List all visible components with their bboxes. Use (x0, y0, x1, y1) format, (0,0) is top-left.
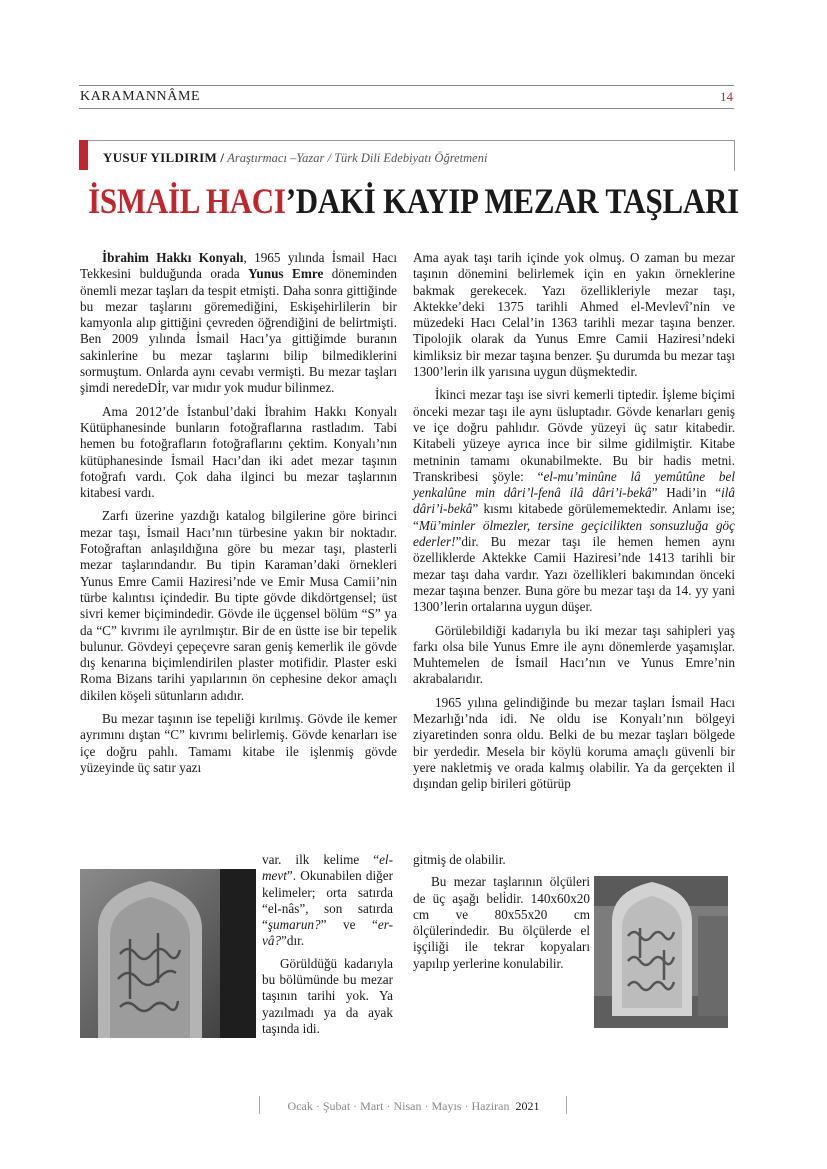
text: döneminden önemli mezar taşları da tespit etmişti. Daha sonra gittiğinde bu mezar taşlarını göremediğini, Eskişehirlilerin bir kamyonla alıp gittiğini çevreden öğrendiğini de belirtmişti. Ben 2009 yılında İsmail Hacı’ya gittiğimde buranın sakinlerine bu mezar taşlarını bilip bilmediklerini sormuştum. Onlarda aynı cevabı vermişti. Bu mezar taşları şimdi neredeDİr, var mıdır yok mudur bilinmez. (80, 266, 397, 396)
text: ” Hadi’in “ (651, 485, 722, 501)
text: ”dir. Bu mezar taşı ile hemen hemen aynı özelliklerde Aktekke Camii Haziresi’nde 1413 tarihli bir mezar taşı daha vardır. Yazı özellikleri bakımından önceki mezar taşına benzer. Buna göre bu mezar taşı da 14. yy yani 1300’lerin ortalarına uygun düşer. (413, 534, 735, 615)
bold-name: Yunus Emre (248, 266, 324, 282)
text: İkinci mezar taşı ise sivri kemerli tiptedir. İşleme biçimi önceki mezar taşı ile aynı üsluptadır. Gövde kenarları geniş ve içe doğru pahlıdır. Gövde yüzeyi üç satır kitabedir. Kitabeli yüzeye ayrıca ince bir silme gidilmiştir. Kitabe metninin tamamı okunabilmekte. Bu bir hadis metni. Transkribesi şöyle: “ (413, 387, 735, 484)
footer-year: 2021 (515, 1099, 540, 1113)
text: , 1965 yılında İsmail Hacı Tekkesini bulduğunda orada (80, 250, 397, 282)
paragraph: 1965 yılına gelindiğinde bu mezar taşları İsmail Hacı Mezarlığı’nda idi. Ne oldu ise Konyalı’nın bölgeyi ziyaretinden sonra oldu. Belki de bu mezar taşları bölgede bir yerdedir. Mesela bir köylü koruma amaçlı güvenli bir yere nakletmiş ve orada kalmış olabilir. Ya da gerçekten il dışından gelip birileri götürüp (413, 694, 735, 792)
gravestone-2-image (594, 876, 728, 1028)
paragraph: Ama 2012’de İstanbul’daki İbrahim Hakkı Konyalı Kütüphanesinde bunların fotoğraflarına rastladım. Tabi hemen bu fotoğrafların fotoğraflarını çektim. Konyalı’nın kütüphanesinde İsmail Hacı’dan iki adet mezar taşının fotoğrafı vardı. Çok daha ilginci bu mezar taşlarının kitabesi vardı. (80, 403, 397, 501)
title-red-part: İSMAİL HACI (88, 181, 286, 221)
author-separator: / (220, 150, 224, 165)
header-rule-top (79, 85, 734, 86)
wrap-text-left (262, 852, 393, 1043)
author-role: Araştırmacı –Yazar / Türk Dili Edebiyatı Öğretmeni (227, 151, 488, 165)
author-name: YUSUF YILDIRIM (103, 150, 218, 165)
text: ” kısmı kitabede görülememektedir. Anlamı ise; “ (413, 501, 735, 533)
footer-months: Ocak · Şubat · Mart · Nisan · Mayıs · Haziran (287, 1099, 510, 1113)
paragraph (262, 852, 393, 950)
italic-text: Mü’minler ölmezler, tersine geçicilikten sonsuzluğa göç ederler! (413, 517, 735, 550)
paragraph: Görülebildiği kadarıyla bu iki mezar taşı sahipleri yaş farkı olsa bile Yunus Emre ile aynı dönemlerde yaşamışlar. Muhtemelen de İsmail Hacı’nın ve Yunus Emre’nin akrabalarıdır. (413, 622, 735, 687)
article-title (58, 180, 769, 222)
gravestone-photo-2 (594, 876, 728, 1028)
footer (0, 1099, 827, 1114)
paragraph (80, 250, 397, 397)
header-rule-bottom (79, 108, 734, 109)
italic-text: ilâ dâri’i-bekâ (413, 485, 735, 517)
italic-text: er-vâ? (262, 917, 393, 949)
text: ”. Okunabilen diğer kelimeler; orta satırda “el-nâs”, son satırda “ (262, 868, 393, 933)
paragraph: Zarfı üzerine yazdığı katalog bilgilerine göre birinci mezar taşı, İsmail Hacı’nın türbesine yakın bir noktadır. Fotoğraftan anlaşıldığına göre bu mezar taşı, plasterli mezar taşlarındandır. Bu tipin Karaman’daki örnekleri Yunus Emre Camii Haziresi’nde ve Emir Musa Camii’nin türbe kalıntısı içindedir. Bu tipte gövde dikdörtgensel; üst sivri kemer biçimindedir. Gövde ile üçgensel bölüm “S” ya da “C” kıvrımı ile ayrılmıştır. Bir de en üstte ise bir tepelik bulunur. Gövdeyi çepeçevre saran geniş kemerlik ile gövde dış kenarına biçimlendirilen plaster motifidir. Plaster eski Roma Bizans tarihi yapılarının ön cephesine dekor amaçlı dikilen köşeli sütunların adıdır. (80, 508, 397, 703)
paragraph (413, 387, 735, 615)
page-number: 14 (720, 89, 733, 104)
paragraph: Görüldüğü kadarıyla bu bölümünde bu mezar taşının tarihi yok. Ya yazılmadı ya da ayak taşında idi. (262, 955, 393, 1036)
paragraph: Ama ayak taşı tarih içinde yok olmuş. O zaman bu mezar taşının dönemini belirlemek için en yakın örneklerine bakmak gerekecek. Yazı özellikleriyle mezar taşı, Aktekke’deki 1375 tarihli Ahmed el-Mevlevî’nin ve müzedeki Hacı Celal’in 1363 tarihli mezar taşına benzer. Tipolojik olarak da Yunus Emre Camii Haziresi’ndeki kimliksiz bir mezar taşına benzer. Şu durumda bu mezar taşı 1300’lerin ilk yarısına uygun düşmektedir. (413, 250, 735, 380)
author-line (103, 150, 487, 166)
text: var. ilk kelime “ (262, 852, 380, 867)
italic-text: el-mevt (262, 852, 393, 884)
italic-text: şumarun? (267, 917, 321, 933)
text: ”dır. (281, 933, 305, 949)
gravestone-photo-1 (80, 869, 256, 1038)
text-line: gitmiş de olabilir. (413, 852, 506, 867)
column-left (80, 250, 397, 776)
column-right (413, 250, 735, 793)
paragraph: Bu mezar taşının ise tepeliği kırılmış. Gövde ile kemer ayrımını dıştan “C” kıvrımı belirlemiş. Gövde kenarları ise içe doğru pahlı. Tamamı kitabe ile işlenmiş gövde yüzeyinde üç satır yazı (80, 711, 397, 775)
italic-text: el-mu’minûne lâ yemûtûne bel yenkalûne min dâri’l-fenâ ilâ dâri’i-bekâ (413, 468, 736, 501)
author-accent-bar (79, 140, 88, 170)
wrap-text-right (413, 852, 590, 978)
bold-name: İbrahim Hakkı Konyalı (102, 250, 244, 265)
text: ” ve “ (320, 917, 378, 933)
paragraph: Bu mezar taşlarının ölçüleri de üç aşağı beli̇dir. 140x60x20 cm ve 80x55x20 cm ölçülerindedir. Bu ölçülerde el işçiliği ile tekrar kopyaları yapılıp yerlerine konulabilir. (413, 874, 590, 971)
gravestone-1-image (80, 869, 256, 1038)
title-black-part: ’DAKİ KAYIP MEZAR TAŞLARI (285, 181, 739, 221)
journal-title: KARAMANNÂME (80, 89, 201, 104)
